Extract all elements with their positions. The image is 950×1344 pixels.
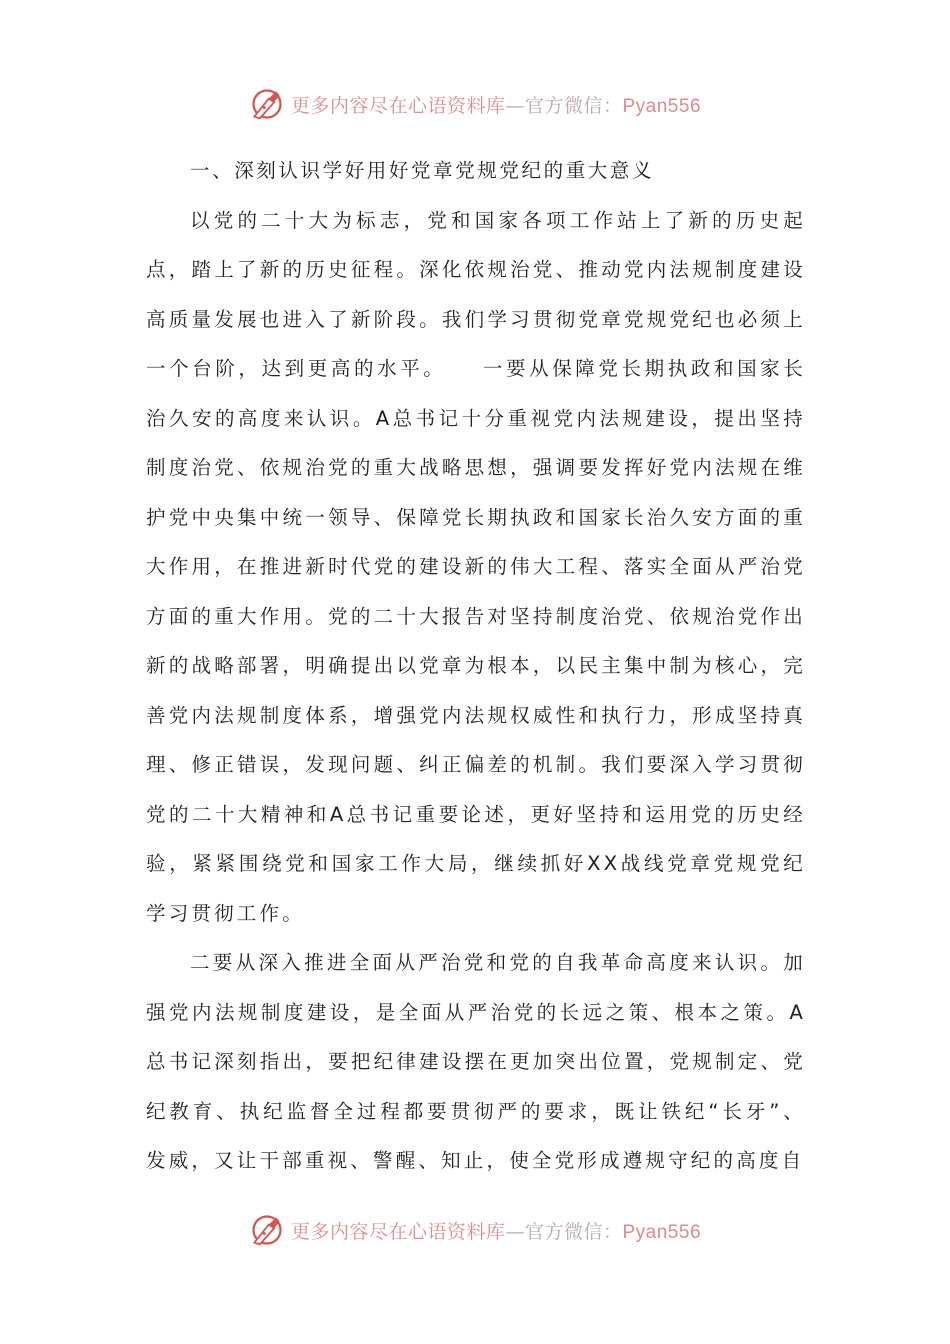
watermark-separator: —: [505, 1220, 525, 1243]
section-heading: 一、深刻认识学好用好党章党规党纪的重大意义: [190, 159, 655, 182]
promo-text: 更多内容尽在心语资料库: [290, 1220, 506, 1243]
wechat-label: 官方微信：: [524, 1220, 623, 1243]
watermark-text: [291, 91, 701, 118]
promo-text: 更多内容尽在心语资料库: [290, 94, 506, 117]
paragraph-2: 二要从深入推进全面从严治党和党的自我革命高度来认识。加强党内法规制度建设，是全面从严治党的长远之策、根本之策。A总书记深刻指出，要把纪律建设摆在更加突出位置，党规制定、党纪教育、执纪监督全过程都要贯彻严的要求，既让铁纪“长牙”、发威，又让干部重视、警醒、知止，使全党形成遵规守纪的高度自: [146, 951, 806, 1172]
document-body: [146, 146, 806, 1186]
paragraph-1: 以党的二十大为标志，党和国家各项工作站上了新的历史起点，踏上了新的历史征程。深化依规治党、推动党内法规制度建设高质量发展也进入了新阶段。我们学习贯彻党章党规党纪也必须上一个台阶，达到更高的水平。 一要从保障党长期执政和国家长治久安的高度来认识。A总书记十分重视党内法规建设，提出坚持制度治党、依规治党的重大战略思想，强调要发挥好党内法规在维护党中央集中统一领导、保障党长期执政和国家长治久安方面的重大作用，在推进新时代党的建设新的伟大工程、落实全面从严治党方面的重大作用。党的二十大报告对坚持制度治党、依规治党作出新的战略部署，明确提出以党章为根本，以民主集中制为核心，完善党内法规制度体系，增强党内法规权威性和执行力，形成坚持真理、修正错误，发现问题、纠正偏差的机制。我们要深入学习贯彻党的二十大精神和A总书记重要论述，更好坚持和运用党的历史经验，紧紧围绕党和国家工作大局，继续抓好XX战线党章党规党纪学习贯彻工作。: [146, 208, 806, 925]
watermark-separator: —: [505, 94, 525, 117]
footer-watermark: [0, 1208, 950, 1252]
wechat-handle: Pyan556: [622, 1221, 702, 1243]
header-watermark: [0, 82, 950, 126]
pen-nib-logo-icon: [249, 1212, 285, 1248]
wechat-label: 官方微信：: [524, 94, 623, 117]
watermark-text: [291, 1217, 701, 1244]
wechat-handle: Pyan556: [622, 95, 702, 117]
pen-nib-logo-icon: [249, 86, 285, 122]
